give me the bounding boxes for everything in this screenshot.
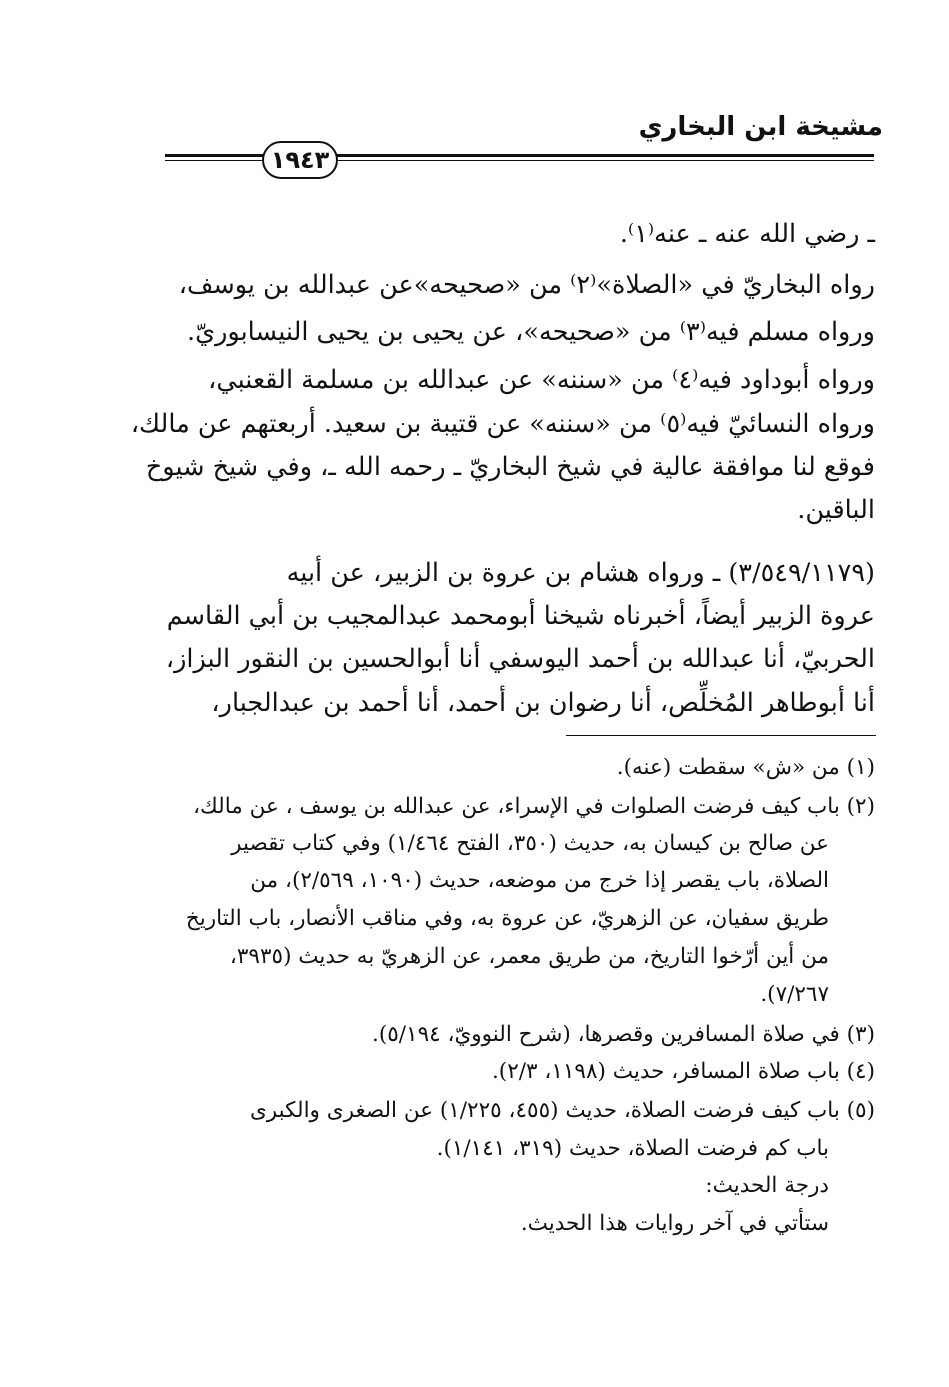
footnote-line: باب كم فرضت الصلاة، حديث (٣١٩، ١/١٤١).: [436, 1136, 829, 1161]
main-line: ورواه أبوداود فيه⁽٤⁾ من «سننه» عن عبدالله بن مسلمة القعنبي،: [208, 365, 875, 395]
footnote-line: (٢) باب كيف فرضت الصلوات في الإسراء، عن عبدالله بن يوسف ، عن مالك،: [193, 794, 875, 819]
footnote-line: عن صالح بن كيسان به، حديث (٣٥٠، الفتح ١/٤٦٤) وفي كتاب تقصير: [231, 831, 829, 856]
footnote-line: (٤) باب صلاة المسافر، حديث (١١٩٨، ٢/٣).: [491, 1059, 875, 1084]
main-line: فوقع لنا موافقة عالية في شيخ البخاريّ ـ رحمه الله ـ، وفي شيخ شيوخ: [145, 452, 875, 482]
main-line: رواه البخاريّ في «الصلاة»⁽٢⁾ من «صحيحه»عن عبدالله بن يوسف،: [178, 270, 875, 300]
header-rule-right: [336, 154, 874, 161]
footnote-line: من أين أرّخوا التاريخ، من طريق معمر، عن الزهريّ به حديث (٣٩٣٥،: [229, 944, 829, 969]
main-line: ـ رضي الله عنه ـ عنه⁽١⁾.: [619, 219, 875, 249]
footnote-line: (٣) في صلاة المسافرين وقصرها، (شرح النوويّ، ٥/١٩٤).: [372, 1022, 875, 1047]
main-line: عروة الزبير أيضاً، أخبرناه شيخنا أبومحمد عبدالمجيب بن أبي القاسم: [166, 601, 875, 631]
main-line: الباقين.: [797, 495, 875, 525]
footnote-line: (١) من «ش» سقطت (عنه).: [616, 755, 875, 780]
footnote-line: ٧/٢٦٧).: [760, 982, 829, 1007]
main-line: (٣/٥٤٩/١١٧٩) ـ ورواه هشام بن عروة بن الزبير، عن أبيه: [286, 558, 875, 588]
main-line: ورواه مسلم فيه⁽٣⁾ من «صحيحه»، عن يحيى بن يحيى النيسابوريّ.: [187, 317, 875, 347]
footnote-line: طريق سفيان، عن الزهريّ، عن عروة به، وفي مناقب الأنصار، باب التاريخ: [185, 906, 829, 931]
main-line: الحربيّ، أنا عبدالله بن أحمد اليوسفي أنا أبوالحسين بن النقور البزاز،: [165, 644, 875, 674]
footnote-divider: [566, 735, 876, 736]
header-rule-left: [165, 154, 265, 161]
footnote-line: درجة الحديث:: [705, 1173, 829, 1198]
main-line: أنا أبوطاهر المُخلِّص، أنا رضوان بن أحمد، أنا أحمد بن عبدالجبار،: [211, 688, 875, 718]
footnote-line: ستأتي في آخر روايات هذا الحديث.: [520, 1211, 829, 1236]
running-header-title: مشيخة ابن البخاري: [638, 112, 883, 142]
main-line: ورواه النسائيّ فيه⁽٥⁾ من «سننه» عن قتيبة بن سعيد. أربعتهم عن مالك،: [130, 409, 875, 439]
footnote-line: (٥) باب كيف فرضت الصلاة، حديث (٤٥٥، ١/٢٢٥) عن الصغرى والكبرى: [249, 1098, 875, 1123]
page-number: ١٩٤٣: [262, 141, 338, 179]
footnote-line: الصلاة، باب يقصر إذا خرج من موضعه، حديث (١٠٩٠، ٢/٥٦٩)، من: [250, 868, 829, 893]
